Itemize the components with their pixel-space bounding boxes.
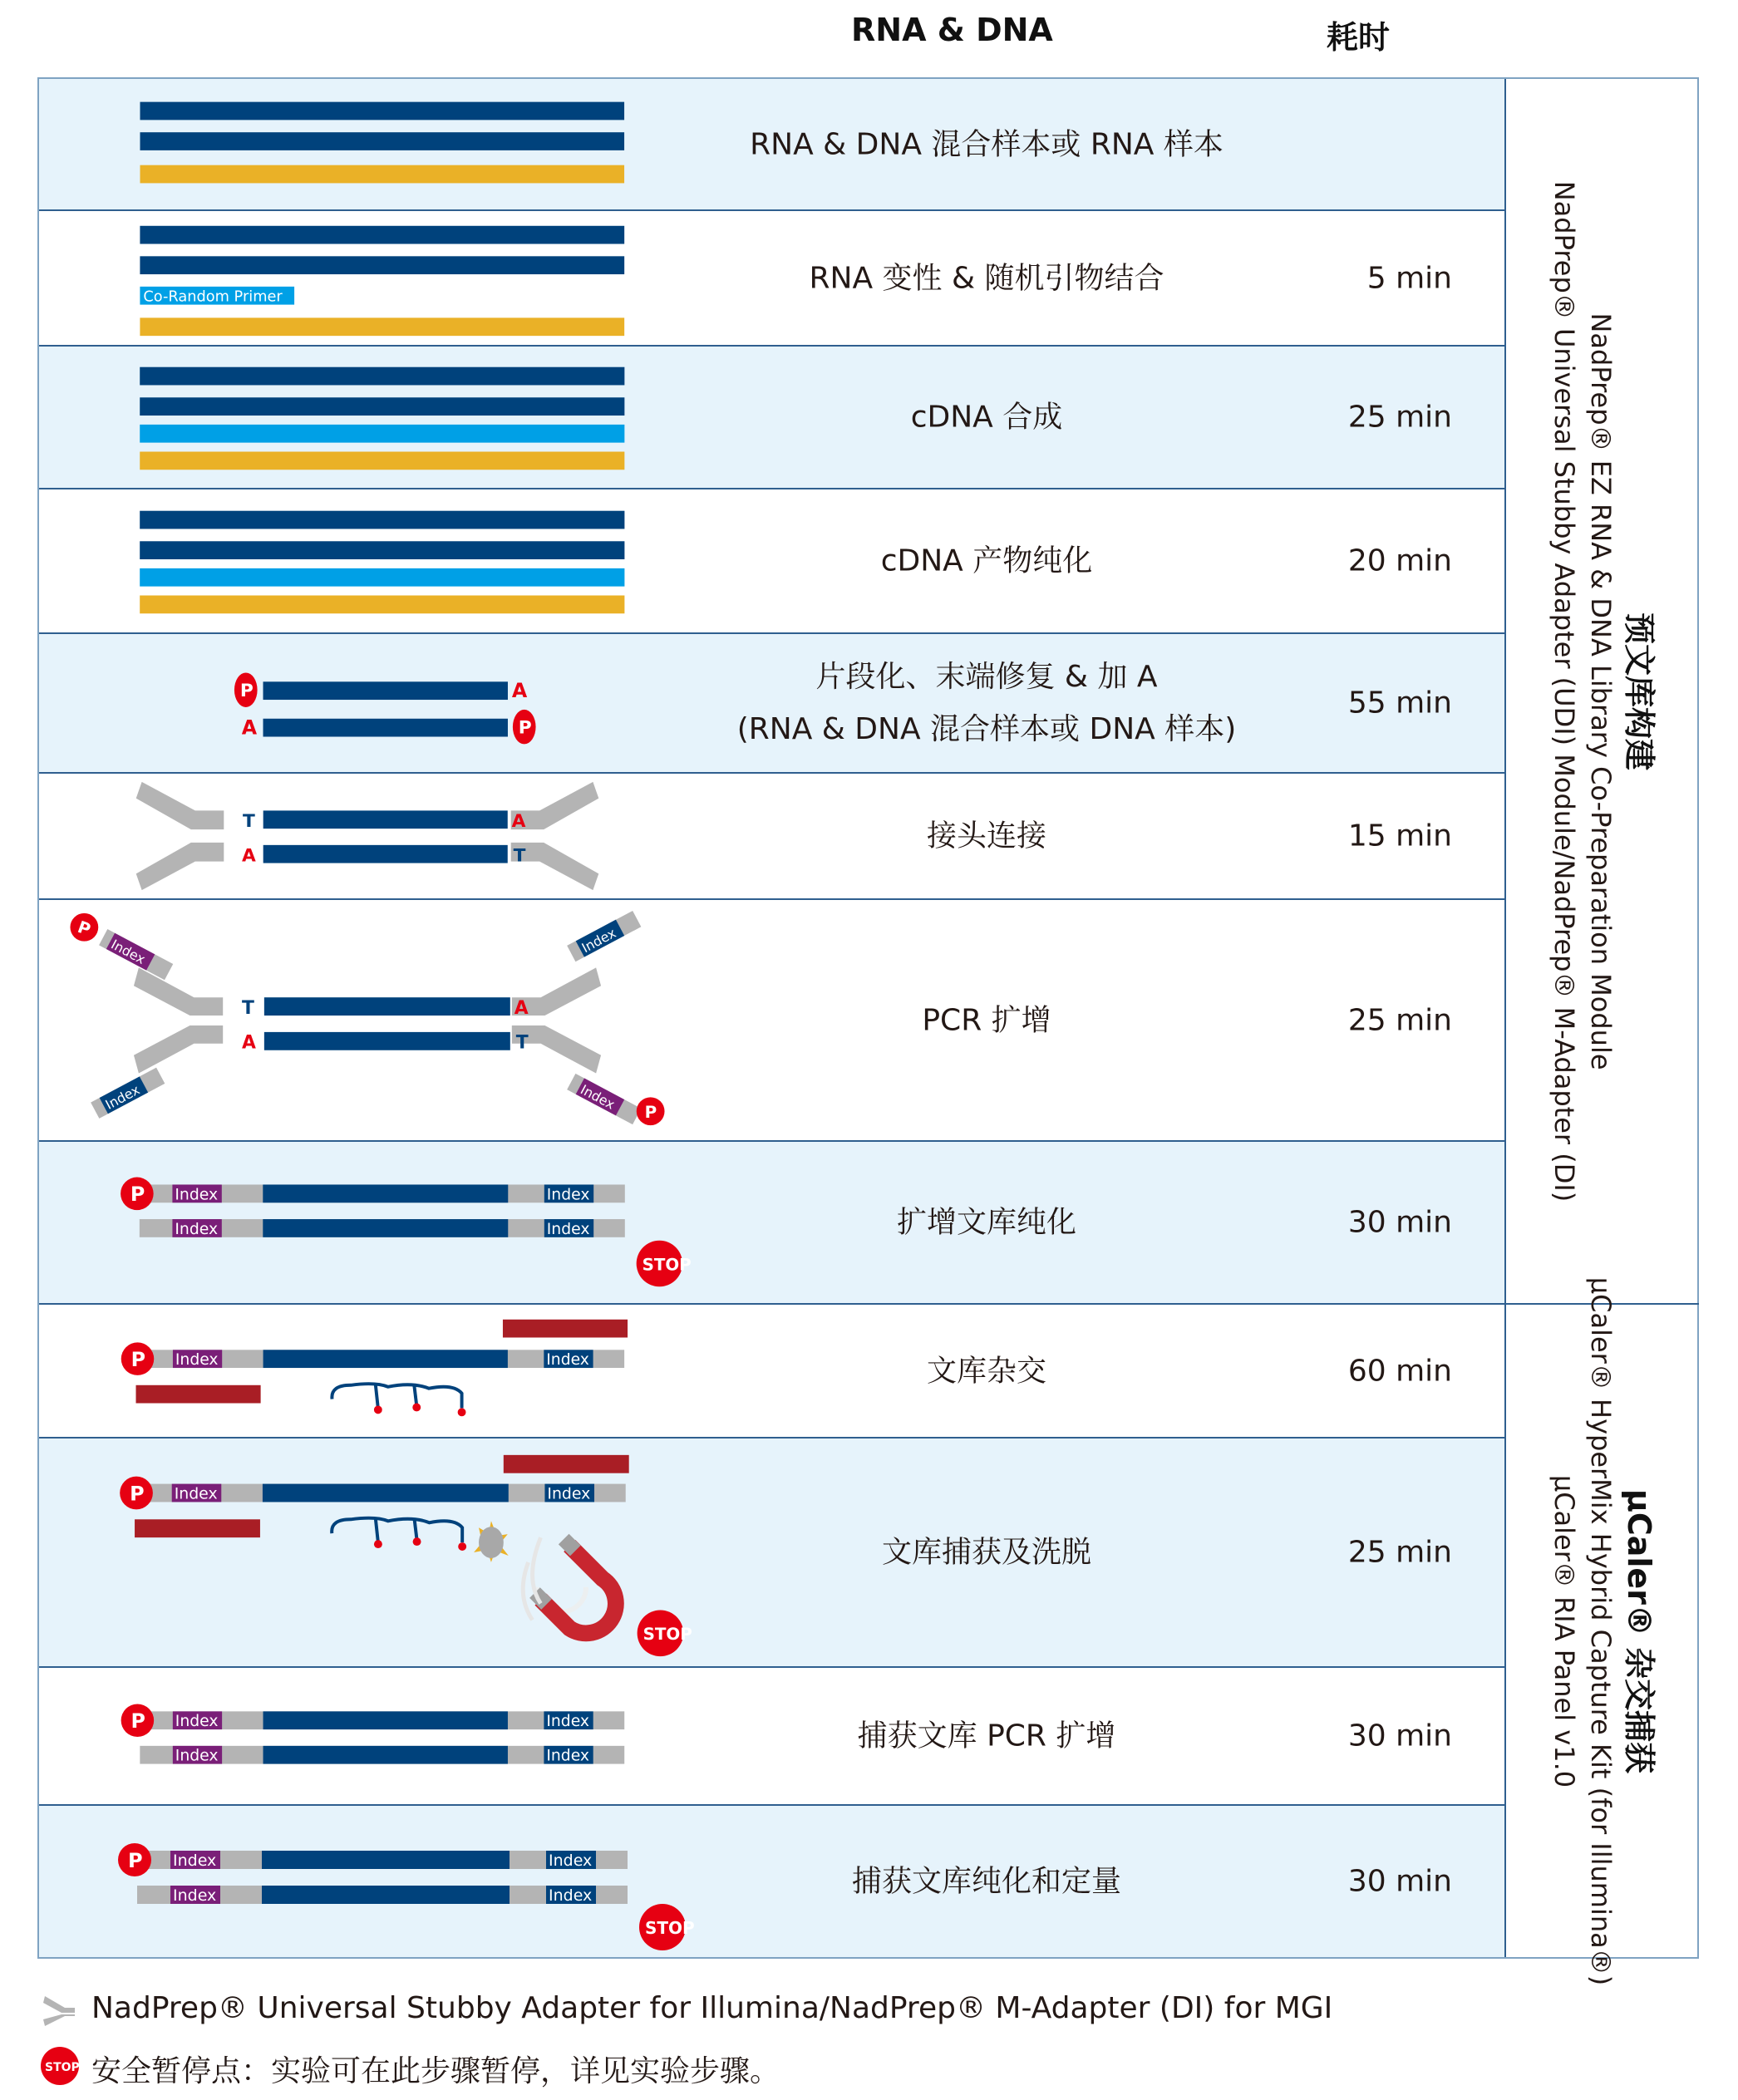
step-row-sample — [39, 79, 1504, 211]
svg-text:STOP: STOP — [643, 1625, 692, 1645]
svg-text:T: T — [513, 845, 526, 867]
section-kit-line1: NadPrep® EZ RNA & DNA Library Co-Preparation Module — [1584, 312, 1617, 1070]
svg-text:Index: Index — [546, 1351, 589, 1370]
section-pre-library — [1504, 79, 1699, 1305]
step-label: PCR 扩增 — [922, 1003, 1051, 1037]
pcr-amplification-diagram — [39, 900, 696, 1140]
svg-text:T: T — [515, 1032, 529, 1054]
svg-text:STOP: STOP — [645, 1918, 695, 1938]
fragmentation-a-tailing-diagram — [39, 634, 696, 772]
step-label: 扩增文库纯化 — [896, 1205, 1076, 1240]
step-time: 25 min — [1347, 400, 1452, 435]
random-primer-binding-diagram — [39, 211, 696, 345]
svg-text:P: P — [130, 1709, 145, 1734]
strands-rna-dna-diagram — [39, 79, 696, 209]
svg-text:Index: Index — [547, 1484, 591, 1503]
svg-text:Index: Index — [546, 1713, 590, 1731]
step-row-library-purification — [39, 1142, 1504, 1305]
adapter-ligation-diagram — [39, 774, 696, 898]
step-time: 30 min — [1347, 1719, 1452, 1753]
step-time: 25 min — [1347, 1003, 1452, 1037]
step-label: 文库捕获及洗脱 — [881, 1535, 1091, 1570]
svg-text:Index: Index — [546, 1220, 590, 1238]
svg-text:A: A — [241, 716, 258, 740]
step-label — [696, 651, 1278, 755]
svg-text:Index: Index — [175, 1713, 219, 1731]
step-row-cdna-synthesis — [39, 347, 1504, 489]
step-row-adapter-ligation — [39, 774, 1504, 900]
step-time: 25 min — [1347, 1535, 1452, 1570]
step-row-denature — [39, 211, 1504, 347]
section-title: 预文库构建 — [1620, 612, 1657, 770]
section-hybrid-capture — [1504, 1276, 1699, 1985]
step-label-line1: 片段化、末端修复 & 加 A — [815, 660, 1158, 694]
step-row-fragmentation — [39, 634, 1504, 774]
svg-text:P: P — [130, 1482, 145, 1506]
svg-text:Index: Index — [546, 1747, 590, 1765]
step-time: 30 min — [1347, 1205, 1452, 1240]
bead-icon — [474, 1521, 509, 1562]
workflow-table — [37, 77, 1699, 1985]
step-row-capture-elution — [39, 1439, 1504, 1668]
co-random-primer-label: Co-Random Primer — [143, 288, 283, 306]
step-row-cdna-purification — [39, 489, 1504, 634]
step-label: 捕获文库纯化和定量 — [851, 1864, 1121, 1899]
step-time: 60 min — [1347, 1354, 1452, 1388]
legend-adapter: NadPrep® Universal Stubby Adapter for Illumina/NadPrep® M-Adapter (DI) for MGI — [91, 1991, 1333, 2025]
legend-stop: 安全暂停点：实验可在此步骤暂停，详见实验步骤。 — [91, 2054, 780, 2088]
cdna-synthesis-diagram — [39, 347, 696, 488]
svg-text:Index: Index — [175, 1351, 219, 1370]
svg-text:Index: Index — [108, 936, 148, 967]
svg-text:P: P — [518, 717, 532, 739]
svg-text:Index: Index — [579, 924, 619, 957]
step-time: 5 min — [1366, 261, 1452, 295]
svg-text:P: P — [75, 917, 93, 940]
step-label-line2: (RNA & DNA 混合样本或 DNA 样本) — [736, 712, 1237, 746]
svg-text:P: P — [644, 1103, 657, 1123]
svg-text:A: A — [242, 845, 256, 867]
svg-text:Index: Index — [549, 1886, 593, 1905]
step-time: 30 min — [1347, 1864, 1452, 1899]
svg-text:Index: Index — [173, 1852, 217, 1870]
svg-text:A: A — [514, 998, 529, 1020]
section-kit-line2: NadPrep® Universal Stubby Adapter (UDI) Module/NadPrep® M-Adapter (DI) — [1548, 180, 1581, 1202]
step-label: RNA 变性 & 随机引物结合 — [809, 261, 1164, 295]
stop-legend-icon — [40, 2046, 80, 2086]
capture-elution-diagram — [39, 1439, 696, 1666]
svg-text:Index: Index — [578, 1081, 618, 1113]
library-purification-diagram — [39, 1142, 696, 1303]
cdna-purification-diagram — [39, 489, 696, 632]
step-row-capture-pcr — [39, 1668, 1504, 1806]
svg-text:A: A — [511, 811, 526, 833]
svg-text:STOP: STOP — [642, 1255, 692, 1275]
step-row-capture-purification-quant — [39, 1806, 1504, 1957]
svg-text:T: T — [242, 998, 254, 1020]
svg-text:Index: Index — [546, 1186, 590, 1204]
svg-text:STOP: STOP — [45, 2061, 80, 2074]
column-header-rna-dna: RNA & DNA — [851, 12, 1053, 48]
svg-text:A: A — [242, 1032, 256, 1054]
step-time: 15 min — [1347, 819, 1452, 853]
section-kit-line2: µCaler® RIA Panel v1.0 — [1548, 1474, 1581, 1788]
svg-text:P: P — [130, 1183, 145, 1207]
capture-pcr-diagram — [39, 1668, 696, 1804]
capture-purification-diagram — [39, 1806, 696, 1957]
hybridization-diagram — [39, 1305, 696, 1437]
svg-text:T: T — [243, 811, 255, 833]
svg-text:Index: Index — [174, 1484, 218, 1503]
svg-text:Index: Index — [175, 1747, 219, 1765]
svg-text:Index: Index — [173, 1886, 217, 1905]
svg-text:P: P — [128, 1849, 143, 1872]
magnet-icon — [523, 1534, 616, 1634]
step-time: 20 min — [1347, 543, 1452, 578]
svg-text:P: P — [130, 1348, 145, 1372]
svg-text:Index: Index — [175, 1186, 219, 1204]
svg-text:Index: Index — [102, 1081, 143, 1113]
svg-text:A: A — [511, 679, 528, 703]
step-label: cDNA 合成 — [910, 400, 1063, 435]
column-header-time: 耗时 — [1327, 19, 1391, 56]
section-kit-line1: µCaler® HyperMix Hybrid Capture Kit (for Illumina®) — [1584, 1276, 1617, 1985]
section-title: µCaler® 杂交捕获 — [1620, 1488, 1657, 1773]
step-label: cDNA 产物纯化 — [880, 543, 1093, 578]
svg-text:P: P — [239, 681, 254, 702]
svg-text:Index: Index — [175, 1220, 219, 1238]
step-label: 捕获文库 PCR 扩增 — [857, 1719, 1116, 1753]
step-row-hybridization — [39, 1305, 1504, 1439]
step-label: 文库杂交 — [926, 1354, 1046, 1388]
step-time: 55 min — [1347, 686, 1452, 720]
step-row-pcr — [39, 900, 1504, 1142]
svg-text:Index: Index — [549, 1852, 593, 1870]
step-label: 接头连接 — [926, 819, 1046, 853]
step-label: RNA & DNA 混合样本或 RNA 样本 — [750, 127, 1223, 161]
adapter-legend-icon — [43, 1994, 76, 2028]
